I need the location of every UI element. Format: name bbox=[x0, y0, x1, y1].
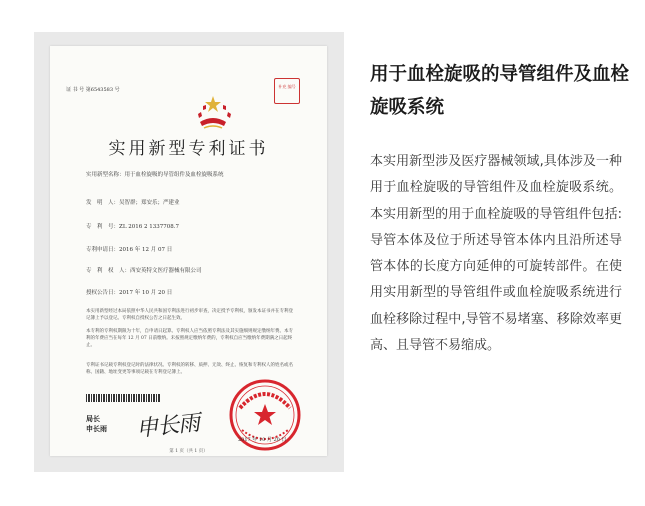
patentee-field: 专 利 权 人：西安英特文医疗器械有限公司 bbox=[86, 268, 202, 274]
certificate-paragraph-2: 本专利的专利权期限为十年，自申请日起算。专利权人应当依照专利法及其实施细则规定缴纳年费。本专利的年费应当在每年 12 月 07 日前缴纳。未按照规定缴纳年费的，专利权自应当缴纳年费期满之日起终止。 bbox=[86, 329, 293, 348]
stamp-text: 补充 编号 bbox=[278, 84, 296, 89]
director-name: 申长雨 bbox=[86, 425, 107, 433]
director-signature: 申长雨 bbox=[135, 410, 201, 443]
national-emblem-icon bbox=[190, 92, 236, 134]
certificate-title: 实用新型专利证书 bbox=[108, 139, 269, 159]
certificate-image-frame bbox=[34, 32, 344, 472]
certificate-paragraph-1: 本实用新型经过本局依照中华人民共和国专利法进行初步审查，决定授予专利权，颁发本证书并在专利登记簿上予以登记。专利权自授权公告之日起生效。 bbox=[86, 309, 293, 321]
patent-certificate bbox=[50, 46, 327, 456]
patent-number-field: 专 利 号：ZL 2016 2 1337708.7 bbox=[86, 224, 179, 230]
director-label: 局长 bbox=[86, 415, 100, 423]
product-heading: 用于血栓旋吸的导管组件及血栓旋吸系统 bbox=[370, 64, 630, 118]
page-number: 第 1 页（共 1 页） bbox=[169, 449, 208, 454]
barcode bbox=[86, 394, 160, 402]
grant-date-field: 授权公告日：2017 年 10 月 20 日 bbox=[86, 290, 173, 296]
registration-stamp bbox=[274, 78, 300, 104]
certificate-number: 证 书 号 第6543583 号 bbox=[66, 87, 120, 93]
inventor-field: 发 明 人：吴智群；郑安乐；严建业 bbox=[86, 200, 180, 206]
product-description: 本实用新型涉及医疗器械领域,具体涉及一种用于血栓旋吸的导管组件及血栓旋吸系统。本实用新型的用于血栓旋吸的导管组件包括:导管本体及位于所述导管本体内且沿所述导管本体的长度方向延伸的可旋转部件。在使用实用新型的导管组件或血栓旋吸系统进行血栓移除过程中,导管不易堵塞、移除效率更高、且导管不易缩成。 bbox=[370, 154, 622, 354]
certificate-paragraph-3: 专利证书记载专利权登记时的法律状况。专利权的转移、质押、无效、终止、恢复和专利权人的姓名或名称、国籍、地址变更等事项记载在专利登记簿上。 bbox=[86, 363, 293, 375]
model-name-field: 实用新型名称：用于血栓旋吸的导管组件及血栓旋吸系统 bbox=[86, 172, 224, 178]
filing-date-field: 专利申请日：2016 年 12 月 07 日 bbox=[86, 247, 173, 253]
seal-date: 2017 年 10 月 20 日 bbox=[238, 437, 287, 443]
